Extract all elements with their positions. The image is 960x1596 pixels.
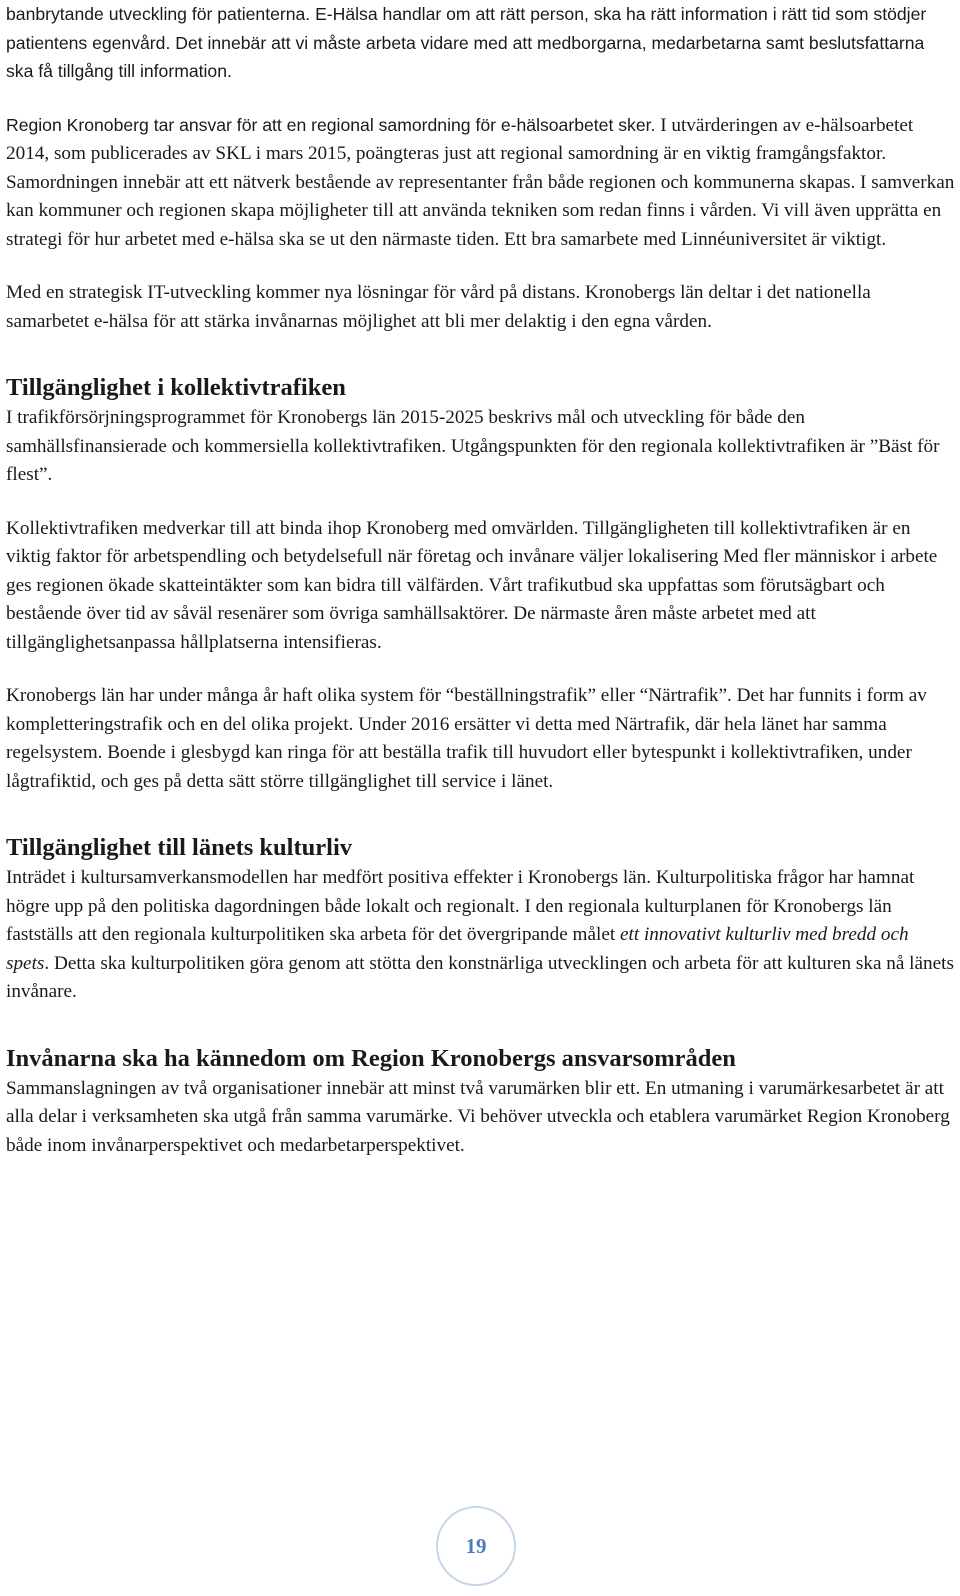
- culture-goal-italic: ett innovativt kulturliv med bredd och spets: [6, 924, 909, 974]
- culture-text-before: Inträdet i kultursamverkansmodellen har medfört positiva effekter i Kronobergs län. Kulturpolitiska frågor har hamnat högre upp på den politiska dagordningen både lokalt och regionalt. I den regionala kulturplanen för Kronobergs län fastställs att den regionala kulturpolitiken ska arbeta för det övergripande målet: [6, 867, 915, 945]
- heading-brand-awareness: Invånarna ska ha kännedom om Region Kronobergs ansvarsområden: [6, 1044, 736, 1072]
- intro-paragraph-coordination: [6, 111, 956, 255]
- page-number-badge: [436, 1506, 516, 1586]
- transit-paragraph-demand-traffic: Kronobergs län har under många år haft olika system för “beställningstrafik” eller “Närtrafik”. Det har funnits i form av kompletteringstrafik och en del olika projekt. Under 2016 ersätter vi detta med Närtrafik, där hela länet har samma regelsystem. Boende i glesbygd kan ringa för att beställa trafik till huvudort eller bytespunkt i kollektivtrafiken, under lågtrafiktid, och ges på detta sätt större tillgänglighet till service i länet.: [6, 685, 927, 792]
- culture-paragraph: [6, 864, 956, 1007]
- document-page: [6, 0, 956, 1160]
- transit-paragraph-program: I trafikförsörjningsprogrammet för Kronobergs län 2015-2025 beskrivs mål och utveckling för både den samhällsfinansierade och kommersiella kollektivtrafiken. Utgångspunkten för den regionala kollektivtrafiken är ”Bäst för flest”.: [6, 407, 940, 485]
- coordination-lead-sentence: Region Kronoberg tar ansvar för att en regional samordning för e-hälsoarbetet sker.: [6, 114, 656, 135]
- transit-paragraph-connection: Kollektivtrafiken medverkar till att binda ihop Kronoberg med omvärlden. Tillgängligheten till kollektivtrafiken är en viktig faktor för arbetspendling och betydelsefull när företag och invånare väljer lokalisering Med fler människor i arbete ges regionen ökade skatteintäkter som kan bidra till välfärden. Vårt trafikutbud ska uppfattas som förutsägbart och bestående över tid av såväl resenärer som övriga samhällsaktörer. De närmaste åren måste arbetet med att tillgänglighetsanpassa hållplatserna intensifieras.: [6, 517, 938, 653]
- brand-paragraph: Sammanslagningen av två organisationer innebär att minst två varumärken blir ett. En utmaning i varumärkesarbetet är att alla delar i verksamheten ska utgå från samma varumärke. Vi behöver utveckla och etablera varumärket Region Kronoberg både inom invånarperspektivet och medarbetarperspektivet.: [6, 1077, 950, 1156]
- culture-text-after: . Detta ska kulturpolitiken göra genom att stötta den konstnärliga utvecklingen och arbeta för att kulturen ska nå länets invånare.: [6, 952, 954, 1002]
- intro-paragraph-it-development: Med en strategisk IT-utveckling kommer nya lösningar för vård på distans. Kronobergs län deltar i det nationella samarbetet e-hälsa för att stärka invånarnas möjlighet att bli mer delaktig i den egna vården.: [6, 282, 871, 332]
- heading-transit-accessibility: Tillgänglighet i kollektivtrafiken: [6, 374, 346, 401]
- heading-culture-accessibility: Tillgänglighet till länets kulturliv: [6, 834, 353, 861]
- intro-paragraph-ehealth: banbrytande utveckling för patienterna. E-Hälsa handlar om att rätt person, ska ha rätt information i rätt tid som stödjer patientens egenvård. Det innebär att vi måste arbeta vidare med att medborgarna, medarbetarna samt beslutsfattarna ska få tillgång till information.: [6, 4, 927, 81]
- coordination-body: I utvärderingen av e-hälsoarbetet 2014, som publicerades av SKL i mars 2015, poängteras just att regional samordning är en viktig framgångsfaktor. Samordningen innebär att ett nätverk bestående av representanter från både regionen och kommunerna skapas. I samverkan kan kommuner och regionen skapa möjligheter till att använda tekniken som redan finns i vården. Vi vill även upprätta en strategi för hur arbetet med e-hälsa ska se ut den närmaste tiden. Ett bra samarbete med Linnéuniversitet är viktigt.: [6, 114, 955, 250]
- page-number: 19: [465, 1534, 487, 1558]
